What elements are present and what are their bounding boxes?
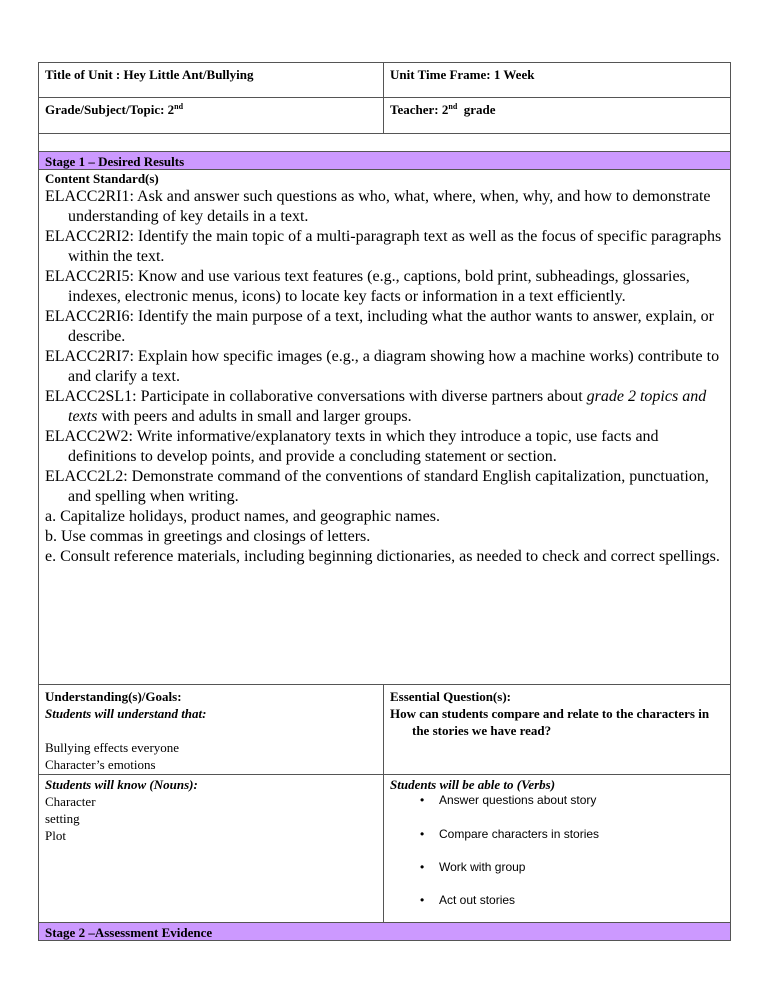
essential-question-cell: [383, 684, 731, 775]
know-label: Students will know (Nouns):: [45, 777, 198, 792]
sl1-pre: ELACC2SL1: Participate in collaborative conversations with diverse partners about: [45, 388, 587, 405]
know-item: Character: [45, 794, 96, 809]
timeframe-value: 1 Week: [493, 67, 535, 82]
essential-question: How can students compare and relate to the characters in the stories we have read?: [390, 706, 710, 738]
teacher-sup: nd: [448, 102, 458, 111]
able-label: Students will be able to (Verbs): [390, 777, 556, 792]
grade-sup: nd: [174, 102, 184, 111]
bullet-icon: •: [420, 827, 425, 841]
teacher-suffix: grade: [463, 102, 496, 117]
understanding-cell: [38, 684, 384, 775]
title-value: Hey Little Ant/Bullying: [123, 67, 254, 82]
content-standards-label: Content Standard(s): [45, 171, 159, 186]
know-cell: [38, 774, 384, 923]
standard-l2-e: e. Consult reference materials, including beginning dictionaries, as needed to check and correct spellings.: [45, 548, 720, 565]
able-item: [420, 860, 525, 874]
able-item-text: Answer questions about story: [439, 793, 597, 807]
able-item: [420, 793, 596, 807]
stage2-heading-text: Stage 2 –Assessment Evidence: [45, 925, 213, 940]
standard-l2-b: b. Use commas in greetings and closings of letters.: [45, 528, 371, 545]
standard-l2-a: a. Capitalize holidays, product names, and geographic names.: [45, 508, 440, 525]
understanding-sub: Students will understand that:: [45, 706, 207, 721]
empty-row: [38, 133, 731, 152]
standard-ri6: ELACC2RI6: Identify the main purpose of a text, including what the author wants to answer, explain, or describe.: [45, 308, 714, 345]
standard-sl1: [45, 387, 729, 427]
teacher-cell: [383, 97, 731, 134]
sl1-post: with peers and adults in small and larger groups.: [97, 408, 412, 425]
understanding-item: Character’s emotions: [45, 757, 156, 772]
stage2-heading: [38, 922, 731, 941]
standard-ri1: ELACC2RI1: Ask and answer such questions as who, what, where, when, why, and how to demonstrate understanding of key details in a text.: [45, 188, 711, 225]
teacher-label: Teacher: 2: [390, 102, 449, 117]
standard-w2: ELACC2W2: Write informative/explanatory texts in which they introduce a topic, use facts and definitions to develop points, and provide a concluding statement or section.: [45, 428, 659, 465]
stage1-heading-text: Stage 1 – Desired Results: [45, 154, 185, 169]
standard-l2: ELACC2L2: Demonstrate command of the conventions of standard English capitalization, punctuation, and spelling when writing.: [45, 468, 709, 505]
standard-ri2: ELACC2RI2: Identify the main topic of a multi-paragraph text as well as the focus of specific paragraphs within the text.: [45, 228, 722, 265]
able-item-text: Act out stories: [439, 893, 516, 907]
standards-list: [45, 187, 729, 567]
timeframe-label: Unit Time Frame:: [390, 67, 491, 82]
able-item-text: Work with group: [439, 860, 526, 874]
able-item-text: Compare characters in stories: [439, 827, 600, 841]
grade-subject-cell: [38, 97, 384, 134]
stage1-heading: [38, 151, 731, 170]
standard-ri5: ELACC2RI5: Know and use various text features (e.g., captions, bold print, subheadings, glossaries, indexes, electronic menus, icons) to locate key facts or information in a text efficiently.: [45, 268, 690, 305]
unit-time-frame-cell: [383, 62, 731, 98]
title-label: Title of Unit :: [45, 67, 121, 82]
bullet-icon: •: [420, 793, 425, 807]
able-item: [420, 893, 515, 907]
bullet-icon: •: [420, 860, 425, 874]
know-item: setting: [45, 811, 80, 826]
title-of-unit-cell: [38, 62, 384, 98]
grade-label: Grade/Subject/Topic: 2: [45, 102, 175, 117]
know-item: Plot: [45, 828, 66, 843]
able-item: [420, 827, 599, 841]
understanding-label: Understanding(s)/Goals:: [45, 689, 182, 704]
sl1-italic: grade 2 topics and texts: [68, 388, 707, 425]
understanding-item: Bullying effects everyone: [45, 740, 180, 755]
essential-label: Essential Question(s):: [390, 689, 511, 704]
standard-ri7: ELACC2RI7: Explain how specific images (e.g., a diagram showing how a machine works) contribute to and clarify a text.: [45, 348, 720, 385]
bullet-icon: •: [420, 893, 425, 907]
